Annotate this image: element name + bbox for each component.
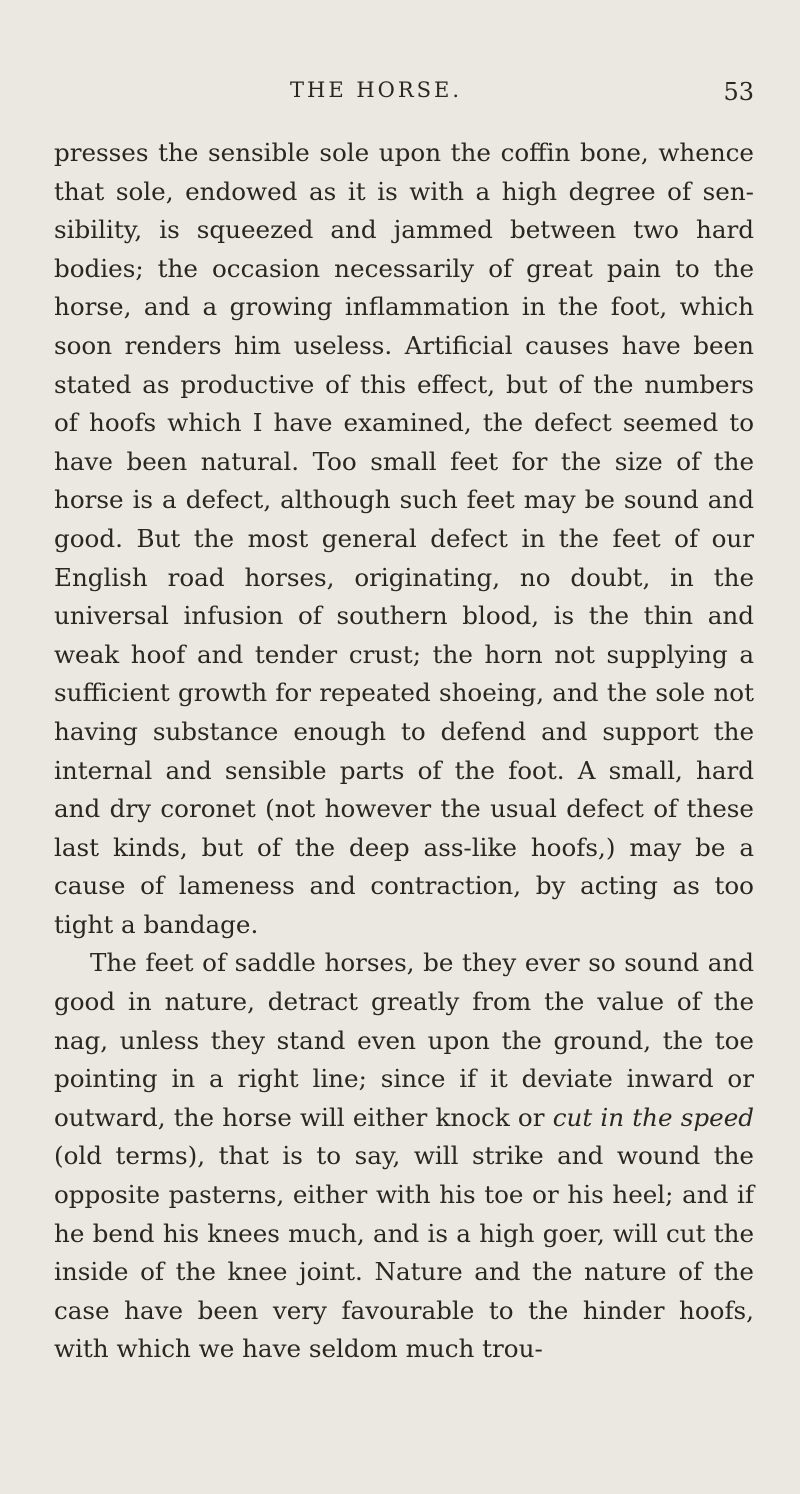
page-number: 53 [723, 78, 754, 106]
paragraph-1-text: presses the sensible sole upon the coffin bone, whence that sole, endowed as it is with a high degree of sen-sibility, is squeezed and jammed between two hard bodies; the occasion necessarily of great pain to the horse, and a growing inflammation in the foot, which soon renders him useless. Artificial causes have been stated as productive of this effect, but of the numbers of hoofs which I have examined, the defect seemed to have been natural. Too small feet for the size of the horse is a defect, although such feet may be sound and good. But the most general defect in the feet of our English road horses, originating, no doubt, in the universal infusion of southern blood, is the thin and weak hoof and tender crust; the horn not supplying a sufficient growth for repeated shoeing, and the sole not having substance enough to defend and support the internal and sensible parts of the foot. A small, hard and dry coronet (not however the usual defect of these last kinds, but of the deep ass-like hoofs,) may be a cause of lameness and contraction, by acting as too tight a bandage. [54, 138, 754, 939]
paragraph-2 [54, 944, 754, 1369]
book-page [0, 78, 800, 1494]
body-text [54, 134, 754, 1369]
italic-phrase: cut in the speed [552, 1102, 754, 1132]
running-head: THE HORSE. [290, 78, 463, 102]
paragraph-1 [54, 134, 754, 944]
paragraph-2-text-a: The feet of saddle horses, be they ever so sound and good in nature, detract greatly from the value of the nag, unless they stand even upon the ground, the toe pointing in a right line; since if it deviate inward or outward, the horse will either knock or [54, 948, 754, 1132]
page-header [54, 78, 754, 134]
paragraph-2-text-b: (old terms), that is to say, will strike and wound the opposite pasterns, either with his toe or his heel; and if he bend his knees much, and is a high goer, will cut the inside of the knee joint. Nature and the nature of the case have been very favourable to the hinder hoofs, with which we have seldom much trou- [54, 1141, 754, 1364]
